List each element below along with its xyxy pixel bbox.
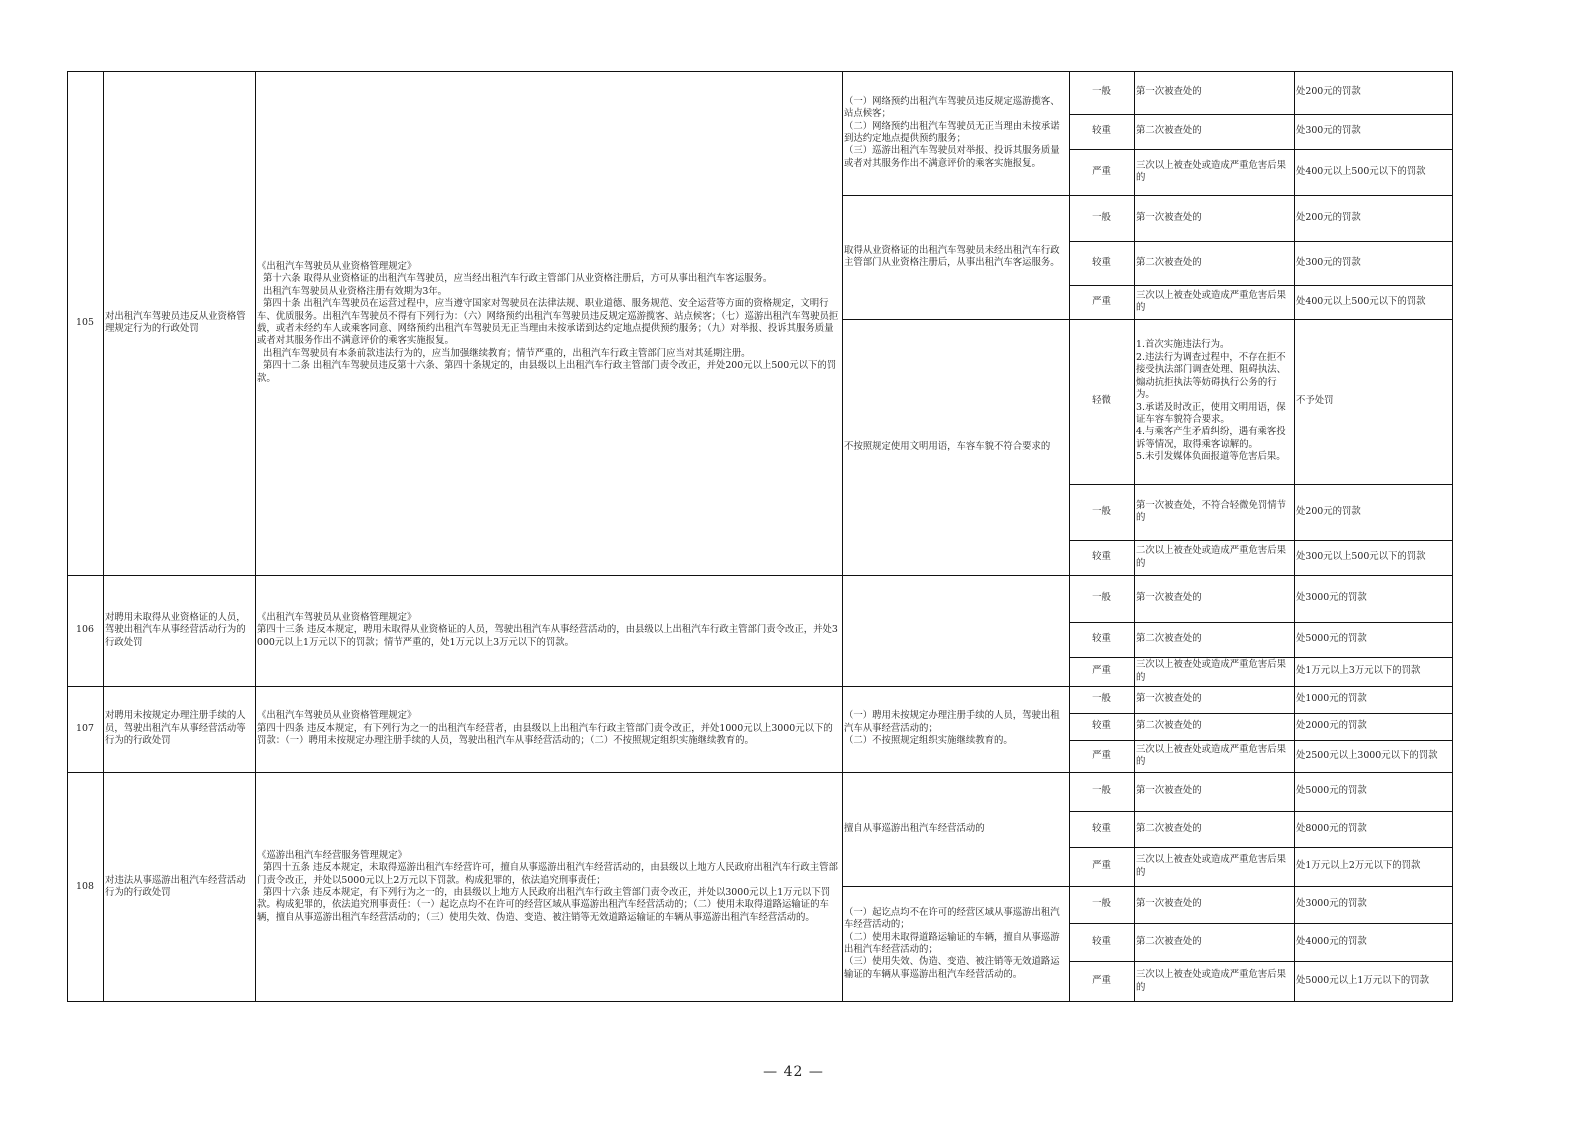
serial-number: 105 bbox=[76, 316, 94, 328]
serial-number: 108 bbox=[76, 880, 94, 892]
legal-basis: 《出租汽车驾驶员从业资格管理规定》 第十六条 取得从业资格证的出租汽车驾驶员，应当经出租汽车行政主管部门从业资格注册后，方可从事出租汽车客运服务。 出租汽车驾驶员从业资格注册有效期为3年。 第四十条 出租汽车驾驶员在运营过程中，应当遵守国家对驾驶员在法律法规、职业道德、服务规范、安全运营等方面的资格规定，文明行车、优质服务。出租汽车驾驶员不得有下列行为：（六）网络预约出租汽车驾驶员违反规定巡游揽客、站点候客；（七）巡游出租汽车驾驶员拒载，或者未经约车人或乘客同意、网络预约出租汽车驾驶员无正当理由未按承诺到达约定地点提供预约服务；（九）对举报、投诉其服务质量或者对其服务作出不满意评价的乘客实施报复。 出租汽车驾驶员有本条前款违法行为的，应当加强继续教育；情节严重的，出租汽车行政主管部门应当对其延期注册。 第四十二条 出租汽车驾驶员违反第十六条、第四十条规定的，由县级以上出租汽车行政主管部门责令改正，并处200元以上500元以下的罚款。 bbox=[257, 260, 839, 384]
severity-level: 严重 bbox=[1092, 749, 1111, 761]
penalty-standard: 处2000元的罚款 bbox=[1296, 720, 1367, 732]
severity-level: 一般 bbox=[1092, 211, 1111, 223]
severity-level: 较重 bbox=[1092, 822, 1111, 834]
violation-circumstance: 取得从业资格证的出租汽车驾驶员未经出租汽车行政主管部门从业资格注册后，从事出租汽车客运服务。 bbox=[844, 244, 1060, 268]
violation-item: 对聘用未取得从业资格证的人员，驾驶出租汽车从事经营活动行为的行政处罚 bbox=[105, 611, 246, 648]
penalty-standard: 处300元以上500元以下的罚款 bbox=[1296, 551, 1426, 563]
penalty-table bbox=[67, 71, 1453, 1002]
severity-circumstance: 第一次被查处的 bbox=[1136, 693, 1202, 705]
severity-circumstance: 三次以上被查处或造成严重危害后果的 bbox=[1136, 854, 1287, 878]
violation-circumstance: （一）起讫点均不在许可的经营区域从事巡游出租汽车经营活动的； （二）使用未取得道路运输证的车辆，擅自从事巡游出租汽车经营活动的； （三）使用失效、伪造、变造、被注销等无效道路运输证的车辆从事巡游出租汽车经营活动的。 bbox=[844, 906, 1060, 980]
severity-level: 一般 bbox=[1092, 592, 1111, 604]
violation-circumstance: 不按照规定使用文明用语，车容车貌不符合要求的 bbox=[844, 440, 1051, 452]
violation-item: 对聘用未按规定办理注册手续的人员，驾驶出租汽车从事经营活动等行为的行政处罚 bbox=[105, 710, 246, 747]
severity-level: 较重 bbox=[1092, 633, 1111, 645]
severity-circumstance: 第一次被查处的 bbox=[1136, 211, 1202, 223]
legal-basis: 《巡游出租汽车经营服务管理规定》 第四十五条 违反本规定，未取得巡游出租汽车经营许可，擅自从事巡游出租汽车经营活动的，由县级以上地方人民政府出租汽车行政主管部门责令改正，并处以5000元以上2万元以下罚款。构成犯罪的，依法追究刑事责任； 第四十六条 违反本规定，有下列行为之一的，由县级以上地方人民政府出租汽车行政主管部门责令改正，并处以3000元以上1万元以下罚款。构成犯罪的，依法追究刑事责任：（一）起讫点均不在许可的经营区域从事巡游出租汽车经营活动的；（二）使用未取得道路运输证的车辆，擅自从事巡游出租汽车经营活动的；（三）使用失效、伪造、变造、被注销等无效道路运输证的车辆从事巡游出租汽车经营活动的。 bbox=[257, 849, 838, 923]
severity-level: 一般 bbox=[1092, 86, 1111, 98]
severity-level: 严重 bbox=[1092, 665, 1111, 677]
severity-circumstance: 三次以上被查处或造成严重危害后果的 bbox=[1136, 743, 1287, 767]
severity-circumstance: 三次以上被查处或造成严重危害后果的 bbox=[1136, 289, 1287, 313]
penalty-standard: 处5000元以上1万元以下的罚款 bbox=[1296, 975, 1429, 987]
severity-level: 轻微 bbox=[1092, 395, 1111, 407]
penalty-standard: 处5000元的罚款 bbox=[1296, 785, 1367, 797]
penalty-standard: 处4000元的罚款 bbox=[1296, 935, 1367, 947]
penalty-standard: 处1000元的罚款 bbox=[1296, 693, 1367, 705]
severity-circumstance: 第二次被查处的 bbox=[1136, 822, 1202, 834]
penalty-standard: 处400元以上500元以下的罚款 bbox=[1296, 165, 1426, 177]
severity-level: 一般 bbox=[1092, 785, 1111, 797]
penalty-standard: 处200元的罚款 bbox=[1296, 211, 1361, 223]
penalty-standard: 处3000元的罚款 bbox=[1296, 592, 1367, 604]
severity-level: 较重 bbox=[1092, 935, 1111, 947]
penalty-standard: 处2500元以上3000元以下的罚款 bbox=[1296, 749, 1438, 761]
legal-basis: 《出租汽车驾驶员从业资格管理规定》 第四十四条 违反本规定，有下列行为之一的出租汽车经营者，由县级以上出租汽车行政主管部门责令改正，并处1000元以上3000元以下的罚款：（一）聘用未按规定办理注册手续的人员，驾驶出租汽车从事经营活动的；（二）不按照规定组织实施继续教育的。 bbox=[257, 710, 833, 747]
severity-circumstance: 第二次被查处的 bbox=[1136, 720, 1202, 732]
penalty-standard: 处300元的罚款 bbox=[1296, 256, 1361, 268]
violation-circumstance bbox=[842, 575, 1069, 686]
severity-circumstance: 第二次被查处的 bbox=[1136, 633, 1202, 645]
severity-circumstance: 三次以上被查处或造成严重危害后果的 bbox=[1136, 969, 1287, 993]
violation-circumstance: 擅自从事巡游出租汽车经营活动的 bbox=[844, 822, 985, 834]
severity-level: 一般 bbox=[1092, 505, 1111, 517]
severity-circumstance: 二次以上被查处或造成严重危害后果的 bbox=[1136, 545, 1287, 569]
serial-number: 106 bbox=[76, 624, 94, 636]
penalty-standard: 处200元的罚款 bbox=[1296, 505, 1361, 517]
severity-level: 严重 bbox=[1092, 295, 1111, 307]
penalty-standard: 处200元的罚款 bbox=[1296, 86, 1361, 98]
severity-level: 严重 bbox=[1092, 860, 1111, 872]
severity-circumstance: 第二次被查处的 bbox=[1136, 935, 1202, 947]
page-number: — 42 — bbox=[763, 1064, 824, 1080]
severity-circumstance: 第一次被查处，不符合轻微免罚情节的 bbox=[1136, 499, 1287, 523]
penalty-standard: 处1万元以上2万元以下的罚款 bbox=[1296, 860, 1421, 872]
severity-circumstance: 三次以上被查处或造成严重危害后果的 bbox=[1136, 659, 1287, 683]
severity-circumstance: 第二次被查处的 bbox=[1136, 256, 1202, 268]
severity-circumstance: 第一次被查处的 bbox=[1136, 898, 1202, 910]
severity-level: 严重 bbox=[1092, 165, 1111, 177]
penalty-standard: 处5000元的罚款 bbox=[1296, 633, 1367, 645]
severity-level: 严重 bbox=[1092, 975, 1111, 987]
penalty-standard: 不予处罚 bbox=[1296, 395, 1334, 407]
severity-circumstance: 1.首次实施违法行为。 2.违法行为调查过程中，不存在拒不接受执法部门调查处理、阻碍执法、煽动抗拒执法等妨碍执行公务的行为。 3.承诺及时改正，使用文明用语，保证车容车貌符合要求。 4.与乘客产生矛盾纠纷，遇有乘客投诉等情况，取得乘客谅解的。 5.未引发媒体负面报道等危害后果。 bbox=[1136, 339, 1287, 463]
severity-level: 较重 bbox=[1092, 125, 1111, 137]
severity-level: 较重 bbox=[1092, 256, 1111, 268]
severity-circumstance: 第二次被查处的 bbox=[1136, 125, 1202, 137]
severity-circumstance: 第一次被查处的 bbox=[1136, 86, 1202, 98]
penalty-standard: 处3000元的罚款 bbox=[1296, 898, 1367, 910]
legal-basis: 《出租汽车驾驶员从业资格管理规定》 第四十三条 违反本规定，聘用未取得从业资格证的人员，驾驶出租汽车从事经营活动的，由县级以上出租汽车行政主管部门责令改正，并处3000元以上1万元以下的罚款；情节严重的，处1万元以上3万元以下的罚款。 bbox=[257, 611, 838, 648]
penalty-standard: 处8000元的罚款 bbox=[1296, 822, 1367, 834]
severity-level: 较重 bbox=[1092, 551, 1111, 563]
violation-item: 对出租汽车驾驶员违反从业资格管理规定行为的行政处罚 bbox=[105, 310, 246, 334]
penalty-standard: 处1万元以上3万元以下的罚款 bbox=[1296, 665, 1421, 677]
severity-circumstance: 第一次被查处的 bbox=[1136, 592, 1202, 604]
violation-circumstance: （一）网络预约出租汽车驾驶员违反规定巡游揽客、站点候客； （二）网络预约出租汽车驾驶员无正当理由未按承诺到达约定地点提供预约服务； （三）巡游出租汽车驾驶员对举报、投诉其服务质量或者对其服务作出不满意评价的乘客实施报复。 bbox=[844, 95, 1060, 169]
severity-circumstance: 三次以上被查处或造成严重危害后果的 bbox=[1136, 159, 1287, 183]
penalty-standard: 处300元的罚款 bbox=[1296, 125, 1361, 137]
violation-item: 对违法从事巡游出租汽车经营活动行为的行政处罚 bbox=[105, 874, 246, 898]
severity-circumstance: 第一次被查处的 bbox=[1136, 785, 1202, 797]
penalty-standard: 处400元以上500元以下的罚款 bbox=[1296, 295, 1426, 307]
violation-circumstance: （一）聘用未按规定办理注册手续的人员，驾驶出租汽车从事经营活动的； （二）不按照规定组织实施继续教育的。 bbox=[844, 710, 1060, 747]
serial-number: 107 bbox=[76, 722, 94, 734]
severity-level: 一般 bbox=[1092, 693, 1111, 705]
severity-level: 较重 bbox=[1092, 720, 1111, 732]
severity-level: 一般 bbox=[1092, 898, 1111, 910]
